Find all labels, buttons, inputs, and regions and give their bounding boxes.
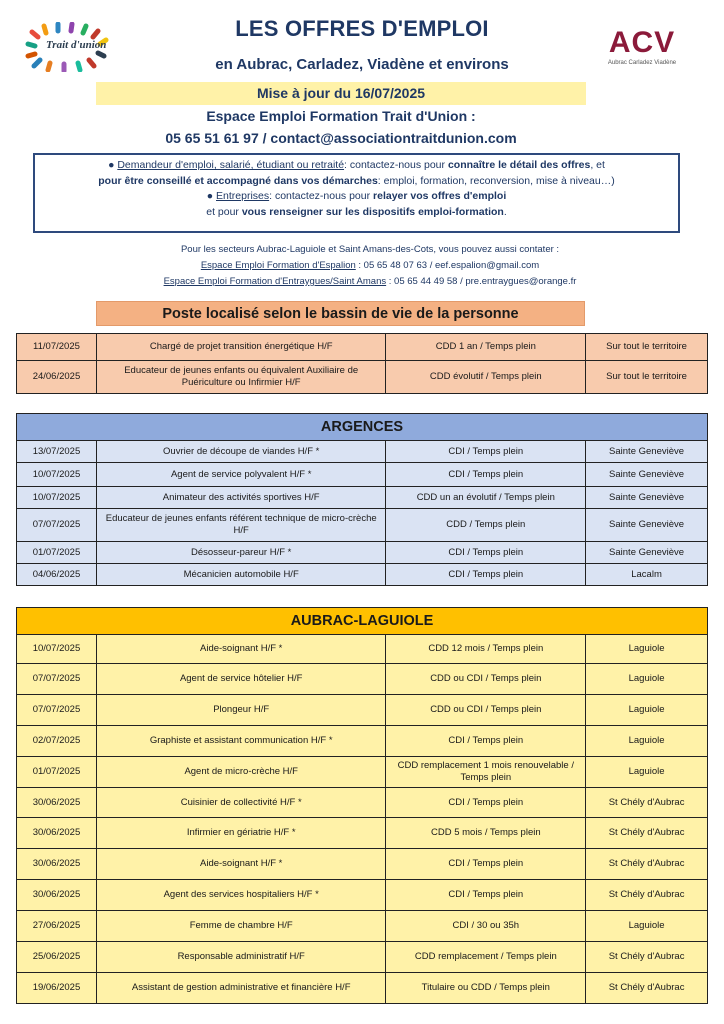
offer-title: Ouvrier de découpe de viandes H/F *: [96, 441, 386, 463]
offer-location: Laguiole: [586, 911, 708, 942]
offer-title: Agent de micro-crèche H/F: [96, 757, 386, 788]
offer-location: Sainte Geneviève: [586, 487, 708, 509]
offer-date: 07/07/2025: [17, 695, 97, 726]
table-aubrac: [16, 607, 708, 1004]
offer-location: St Chély d'Aubrac: [586, 973, 708, 1004]
bullet: ●: [206, 190, 214, 202]
offer-location: St Chély d'Aubrac: [586, 818, 708, 849]
offer-title: Animateur des activités sportives H/F: [96, 487, 386, 509]
offer-contract: CDD ou CDI / Temps plein: [386, 695, 586, 726]
offer-contract: CDI / 30 ou 35h: [386, 911, 586, 942]
offer-contract: CDD un an évolutif / Temps plein: [386, 487, 586, 509]
offer-date: 10/07/2025: [17, 487, 97, 509]
offer-date: 07/07/2025: [17, 664, 97, 695]
table-row: [17, 664, 708, 695]
offer-location: Sur tout le territoire: [586, 334, 708, 361]
info-companies: Entreprises: [216, 190, 270, 202]
offer-contract: CDI / Temps plein: [386, 564, 586, 586]
offer-contract: CDD ou CDI / Temps plein: [386, 664, 586, 695]
info-job-seekers: Demandeur d'emploi, salarié, étudiant ou retraité: [117, 159, 345, 171]
acv-logo: [590, 28, 694, 72]
table-poste: [16, 333, 708, 394]
espalion-contact: : 05 65 48 07 63 / eef.espalion@gmail.com: [355, 260, 540, 271]
table-row: [17, 542, 708, 564]
offer-title: Educateur de jeunes enfants ou équivalent Auxiliaire de Puériculture ou Infirmier H/F: [96, 361, 386, 394]
offer-title: Assistant de gestion administrative et financière H/F: [96, 973, 386, 1004]
table-argences: [16, 413, 708, 586]
table-row: [17, 695, 708, 726]
contact-line: 05 65 51 61 97 / contact@associationtraitdunion.com: [165, 130, 517, 146]
offer-title: Agent de service hôtelier H/F: [96, 664, 386, 695]
offer-title: Agent de service polyvalent H/F *: [96, 463, 386, 487]
offer-contract: CDD 12 mois / Temps plein: [386, 635, 586, 664]
offer-contract: CDD évolutif / Temps plein: [386, 361, 586, 394]
info-text: .: [503, 205, 507, 218]
update-date: Mise à jour du 16/07/2025: [96, 82, 586, 105]
offer-contract: CDI / Temps plein: [386, 441, 586, 463]
offer-date: 07/07/2025: [17, 509, 97, 542]
info-text-bold: pour être conseillé et accompagné dans vos démarches: [98, 174, 378, 187]
table-row: [17, 463, 708, 487]
table-row: [17, 942, 708, 973]
offer-title: Désosseur-pareur H/F *: [96, 542, 386, 564]
table-row: [17, 487, 708, 509]
offer-date: 25/06/2025: [17, 942, 97, 973]
offer-date: 01/07/2025: [17, 542, 97, 564]
offer-contract: CDD remplacement / Temps plein: [386, 942, 586, 973]
offer-contract: CDI / Temps plein: [386, 849, 586, 880]
table-row: [17, 509, 708, 542]
info-text-bold: vous renseigner sur les dispositifs emploi-formation: [241, 205, 504, 218]
offer-contract: CDD remplacement 1 mois renouvelable / Temps plein: [386, 757, 586, 788]
espalion-link[interactable]: Espace Emploi Formation d'Espalion: [200, 260, 356, 271]
offer-date: 30/06/2025: [17, 788, 97, 818]
entraygues-contact: : 05 65 44 49 58 / pre.entraygues@orange.fr: [386, 276, 577, 287]
offer-contract: CDI / Temps plein: [386, 542, 586, 564]
offer-title: Chargé de projet transition énergétique H/F: [96, 334, 386, 361]
info-text: et pour: [206, 205, 242, 218]
table-row: [17, 726, 708, 757]
acv-logo-subtitle: Aubrac Carladez Viadène: [607, 60, 677, 66]
offer-location: Sainte Geneviève: [586, 441, 708, 463]
offer-date: 01/07/2025: [17, 757, 97, 788]
offer-location: Laguiole: [586, 726, 708, 757]
offer-date: 19/06/2025: [17, 973, 97, 1004]
offer-title: Femme de chambre H/F: [96, 911, 386, 942]
info-text: : emploi, formation, reconversion, mise à niveau…): [377, 174, 615, 187]
offer-location: St Chély d'Aubrac: [586, 788, 708, 818]
info-text: , et: [590, 159, 605, 171]
offer-location: St Chély d'Aubrac: [586, 880, 708, 911]
offer-contract: Titulaire ou CDD / Temps plein: [386, 973, 586, 1004]
offer-date: 30/06/2025: [17, 818, 97, 849]
offer-date: 13/07/2025: [17, 441, 97, 463]
sectors-info: [100, 242, 640, 290]
info-text: : contactez-nous pour: [269, 190, 374, 202]
offer-title: Aide-soignant H/F *: [96, 635, 386, 664]
offer-location: Sainte Geneviève: [586, 542, 708, 564]
offer-title: Cuisinier de collectivité H/F *: [96, 788, 386, 818]
org-name: Espace Emploi Formation Trait d'Union :: [206, 108, 476, 124]
entraygues-link[interactable]: Espace Emploi Formation d'Entraygues/Saint Amans: [163, 276, 387, 287]
section-title-argences: ARGENCES: [17, 414, 708, 441]
trait-union-logo-text: Trait d'union: [46, 39, 107, 51]
acv-logo-text: ACV: [608, 26, 676, 59]
offer-location: Sainte Geneviève: [586, 463, 708, 487]
table-row: [17, 361, 708, 394]
offer-title: Infirmier en gériatrie H/F *: [96, 818, 386, 849]
offer-date: 02/07/2025: [17, 726, 97, 757]
offer-title: Aide-soignant H/F *: [96, 849, 386, 880]
table-row: [17, 911, 708, 942]
offer-location: Sainte Geneviève: [586, 509, 708, 542]
offer-location: Laguiole: [586, 664, 708, 695]
sectors-intro: Pour les secteurs Aubrac-Laguiole et Saint Amans-des-Cots, vous pouvez aussi contater :: [180, 244, 560, 255]
offer-date: 30/06/2025: [17, 880, 97, 911]
offer-date: 04/06/2025: [17, 564, 97, 586]
offer-title: Plongeur H/F: [96, 695, 386, 726]
page-subtitle: en Aubrac, Carladez, Viadène et environs: [215, 56, 509, 73]
offer-title: Educateur de jeunes enfants référent technique de micro-crèche H/F: [96, 509, 386, 542]
offer-contract: CDI / Temps plein: [386, 880, 586, 911]
trait-union-logo: [22, 22, 132, 72]
offer-contract: CDD 5 mois / Temps plein: [386, 818, 586, 849]
offer-contract: CDD 1 an / Temps plein: [386, 334, 586, 361]
offer-title: Mécanicien automobile H/F: [96, 564, 386, 586]
offer-contract: CDI / Temps plein: [386, 788, 586, 818]
info-text-bold: relayer vos offres d'emploi: [373, 190, 507, 202]
table-row: [17, 757, 708, 788]
offer-location: St Chély d'Aubrac: [586, 849, 708, 880]
offer-date: 30/06/2025: [17, 849, 97, 880]
offer-location: Laguiole: [586, 757, 708, 788]
table-row: [17, 880, 708, 911]
bullet: ●: [108, 159, 115, 171]
offer-contract: CDI / Temps plein: [386, 463, 586, 487]
offer-location: Laguiole: [586, 635, 708, 664]
offer-title: Agent des services hospitaliers H/F *: [96, 880, 386, 911]
offer-title: Responsable administratif H/F: [96, 942, 386, 973]
info-text: : contactez-nous pour: [344, 159, 448, 171]
offer-location: Lacalm: [586, 564, 708, 586]
offer-contract: CDD / Temps plein: [386, 509, 586, 542]
table-row: [17, 334, 708, 361]
offer-contract: CDI / Temps plein: [386, 726, 586, 757]
info-box: [33, 153, 680, 233]
offer-date: 11/07/2025: [17, 334, 97, 361]
info-text-bold: connaître le détail des offres: [447, 159, 591, 171]
offer-location: St Chély d'Aubrac: [586, 942, 708, 973]
table-row: [17, 849, 708, 880]
offer-title: Graphiste et assistant communication H/F *: [96, 726, 386, 757]
table-row: [17, 788, 708, 818]
table-row: [17, 973, 708, 1004]
offer-date: 10/07/2025: [17, 463, 97, 487]
table-row: [17, 441, 708, 463]
offer-location: Sur tout le territoire: [586, 361, 708, 394]
offer-location: Laguiole: [586, 695, 708, 726]
table-row: [17, 564, 708, 586]
section-title-aubrac: AUBRAC-LAGUIOLE: [17, 608, 708, 635]
offer-date: 24/06/2025: [17, 361, 97, 394]
section-title-poste: Poste localisé selon le bassin de vie de la personne: [96, 301, 585, 326]
offer-date: 10/07/2025: [17, 635, 97, 664]
page-title: LES OFFRES D'EMPLOI: [235, 16, 489, 41]
table-row: [17, 635, 708, 664]
table-row: [17, 818, 708, 849]
offer-date: 27/06/2025: [17, 911, 97, 942]
